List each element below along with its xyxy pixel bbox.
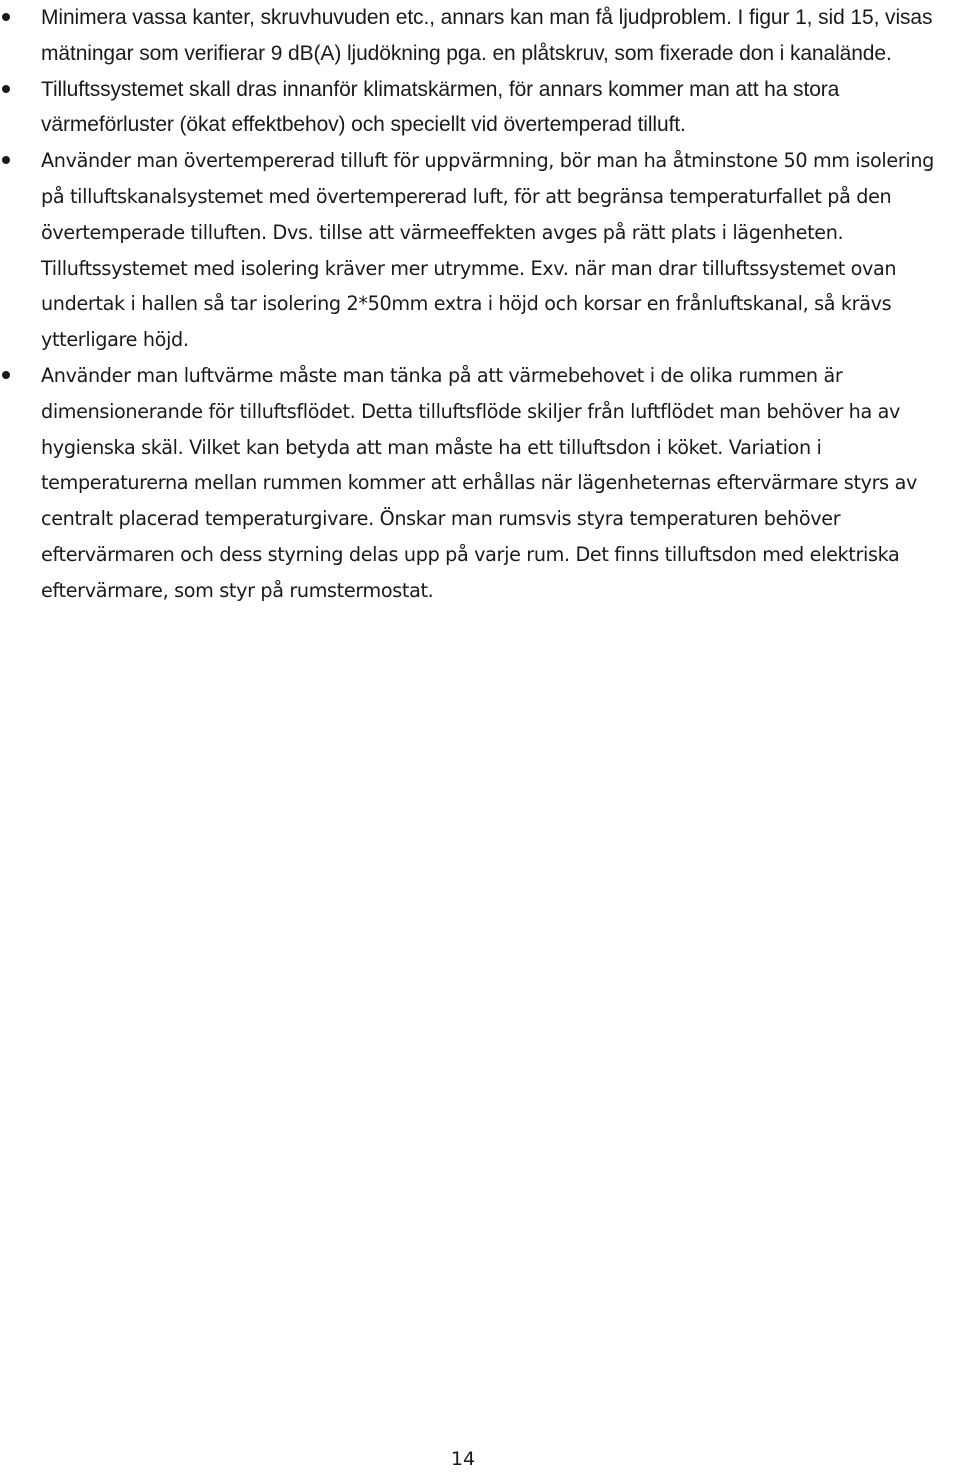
list-item xyxy=(0,358,960,609)
page-number: 14 xyxy=(450,1448,476,1470)
list-item xyxy=(0,0,960,72)
bullet-list xyxy=(0,0,960,609)
list-item xyxy=(0,143,960,358)
bullet-icon xyxy=(2,85,10,93)
list-item-text: Minimera vassa kanter, skruvhuvuden etc., annars kan man få ljudproblem. I figur 1, sid 15, visas mätningar som verifierar 9 dB(A) ljudökning pga. en plåtskruv, som fixerade don i kanalände. xyxy=(41,6,933,65)
bullet-icon xyxy=(2,156,10,164)
list-item-text: Använder man övertempererad tilluft för uppvärmning, bör man ha åtminstone 50 mm isolering på tilluftskanalsystemet med övertempererad luft, för att begränsa temperaturfallet på den övertemperade tilluften. Dvs. tillse att värmeeffekten avges på rätt plats i lägenheten. Tilluftssystemet med isolering kräver mer utrymme. Exv. när man drar tilluftssystemet ovan undertak i hallen så tar isolering 2*50mm extra i höjd och korsar en frånluftskanal, så krävs ytterligare höjd. xyxy=(41,149,935,352)
list-item-text: Tilluftssystemet skall dras innanför klimatskärmen, för annars kommer man att ha stora värmeförluster (ökat effektbehov) och speciellt vid övertemperad tilluft. xyxy=(41,77,840,137)
bullet-icon xyxy=(2,13,10,21)
list-item-text: Använder man luftvärme måste man tänka på att värmebehovet i de olika rummen är dimensionerande för tilluftsflödet. Detta tilluftsflöde skiljer från luftflödet man behöver ha av hygienska skäl. Vilket kan betyda att man måste ha ett tilluftsdon i köket. Variation i temperaturerna mellan rummen kommer att erhållas när lägenheternas eftervärmare styrs av centralt placerad temperaturgivare. Önskar man rumsvis styra temperaturen behöver eftervärmaren och dess styrning delas upp på varje rum. Det finns tilluftsdon med elektriska eftervärmare, som styr på rumstermostat. xyxy=(41,363,917,602)
list-item xyxy=(0,72,960,144)
bullet-icon xyxy=(2,371,10,379)
